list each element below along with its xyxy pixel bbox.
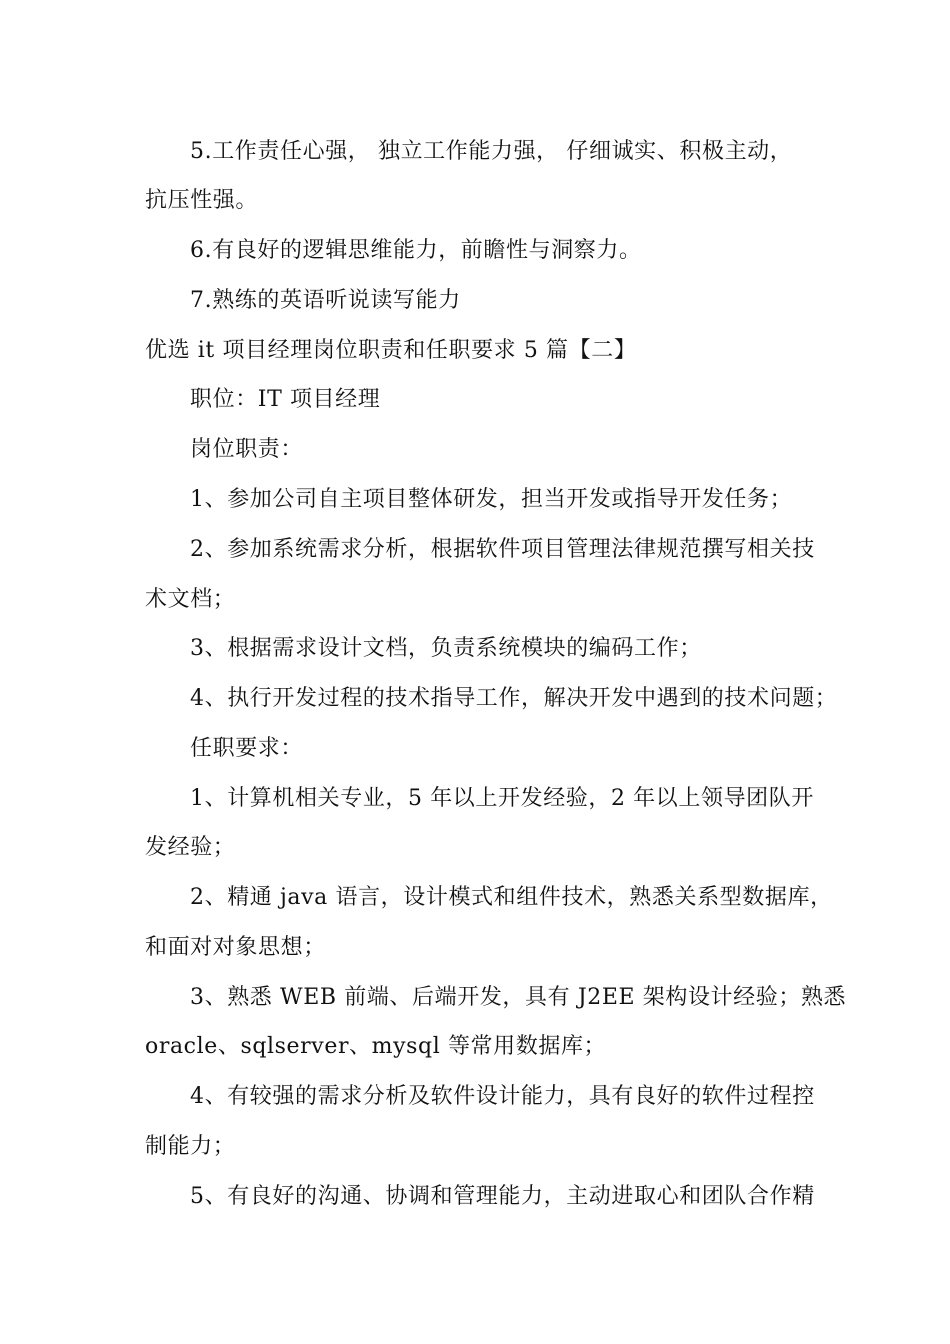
text-line-6: 职位：IT 项目经理	[190, 387, 381, 412]
text-line-9: 2、参加系统需求分析，根据软件项目管理法律规范撰写相关技	[190, 537, 815, 562]
text-line-11: 3、根据需求设计文档，负责系统模块的编码工作；	[190, 636, 702, 661]
text-line-1: 5.工作责任心强， 独立工作能力强， 仔细诚实、积极主动，	[190, 139, 793, 164]
text-line-13: 任职要求：	[190, 736, 304, 761]
text-line-2: 抗压性强。	[145, 188, 259, 213]
text-line-16: 2、精通 java 语言，设计模式和组件技术，熟悉关系型数据库，	[190, 885, 833, 910]
text-line-7: 岗位职责：	[190, 437, 304, 462]
section-heading: 优选 it 项目经理岗位职责和任职要求 5 篇【二】	[145, 338, 637, 363]
text-line-20: 4、有较强的需求分析及软件设计能力，具有良好的软件过程控	[190, 1084, 815, 1109]
text-line-15: 发经验；	[145, 835, 236, 860]
text-line-22: 5、有良好的沟通、协调和管理能力，主动进取心和团队合作精	[190, 1184, 815, 1209]
text-line-19: oracle、sqlserver、mysql 等常用数据库；	[145, 1034, 607, 1059]
text-line-17: 和面对对象思想；	[145, 935, 326, 960]
text-line-21: 制能力；	[145, 1134, 236, 1159]
text-line-8: 1、参加公司自主项目整体研发，担当开发或指导开发任务；	[190, 487, 793, 512]
text-line-18: 3、熟悉 WEB 前端、后端开发，具有 J2EE 架构设计经验；熟悉	[190, 985, 847, 1010]
text-line-4: 7.熟练的英语听说读写能力	[190, 288, 461, 313]
text-line-10: 术文档；	[145, 587, 236, 612]
text-line-14: 1、计算机相关专业，5 年以上开发经验，2 年以上领导团队开	[190, 786, 814, 811]
text-line-3: 6.有良好的逻辑思维能力，前瞻性与洞察力。	[190, 238, 642, 263]
text-line-12: 4、执行开发过程的技术指导工作，解决开发中遇到的技术问题；	[190, 686, 838, 711]
